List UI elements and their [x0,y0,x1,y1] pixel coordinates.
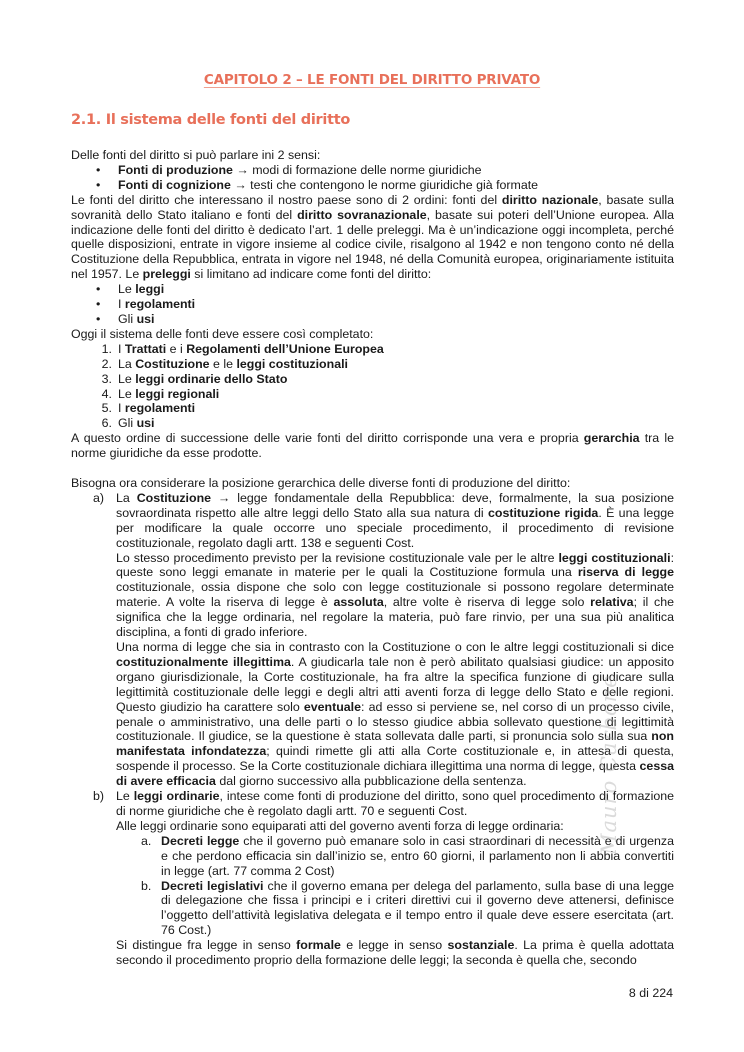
text: ; quindi rimette gli atti alla Corte costituzionale e, in attesa di questa, sospende il processo. Se la Corte costituzionale dichiara illegittima una norma di legge, questa [116,744,674,774]
numbered-item [71,387,674,402]
text: → modi di formazione delle norme giuridiche [232,162,482,177]
text: → testi che contengono le norme giuridiche già formate [230,177,539,192]
numbered-item [71,401,674,416]
numbered-item [71,372,674,387]
list-number: 1. [101,341,112,356]
text: Alle leggi ordinarie sono equiparati atti del governo aventi forza di legge ordinaria: [116,818,564,833]
bullet-icon: • [96,162,101,177]
text: si limitano ad indicare come fonti del diritto: [190,267,432,282]
text: tra le norme giuridiche da esse prodotte. [71,431,674,461]
sub-letter: b. [141,878,152,893]
list-letter: a) [93,490,105,505]
bold-term: eventuale [303,699,362,714]
bold-term: usi [136,311,155,326]
text: → legge fondamentale della Repubblica: deve, formalmente, la sua posizione sovraordinata rispetto alle altre leggi dello Stato alla sua natura di [116,490,674,520]
text: , altre volte è riserva di legge solo [383,595,591,610]
bold-term: gerarchia [583,431,640,446]
bold-term: regolamenti [124,401,196,416]
list-number: 6. [101,416,112,431]
indented-paragraph [71,819,674,834]
bold-term: leggi costituzionali [558,550,671,565]
text: Gli [118,311,137,326]
text: Le [118,371,136,386]
text: e legge in senso [340,938,448,953]
list-letter: b) [93,789,105,804]
bold-term: sostanziale [447,938,515,953]
list-item [71,163,674,178]
text: La [116,490,137,505]
text: A questo ordine di successione delle varie fonti del diritto corrisponde una vera e propria [71,431,584,446]
lettered-item [71,491,674,551]
numbered-item [71,416,674,431]
text: . A giudicarla tale non è però abilitato qualsiasi giudice: un apposito organo giurisdizionale, la Corte costituzionale, ha fra altre la specifica funzione di giudicare sulla legittimità costituzionale delle leggi e degli altri atti aventi forza di legge dello Stato e delle regioni. Questo giudizio ha carattere solo [116,654,674,714]
bold-term: leggi regionali [135,386,220,401]
numbered-item [71,342,674,357]
bold-term: assoluta [333,595,384,610]
text: ; il che significa che la legge ordinaria, nel regolare la materia, può fare rinvio, per una sua più analitica disciplina, a fonti di grado inferiore. [116,595,674,640]
lettered-item [71,789,674,819]
bold-term: costituzionalmente illegittima [116,654,291,669]
bold-term: Fonti di cognizione [118,177,231,192]
bullet-icon: • [96,177,101,192]
text: , basate sulla sovranità dello Stato italiano e fonti del [71,192,674,222]
bullet-icon: • [96,311,101,326]
body-text [71,148,674,968]
bold-term: Costituzione [136,490,212,505]
list-number: 2. [101,356,112,371]
bold-term: Regolamenti dell’Unione Europea [186,341,384,356]
list-item [71,178,674,193]
bold-term: Decreti legislativi [161,878,264,893]
bullet-icon: • [96,297,101,312]
text: e i [166,341,187,356]
text: , intese come fonti di produzione del diritto, sono quel procedimento di formazione di norme giuridiche che è regolato dagli artt. 70 e seguenti Cost. [116,789,675,818]
text: Delle fonti del diritto si può parlare ini 2 sensi: [71,148,321,162]
indented-paragraph [71,938,674,968]
text: Le [116,789,134,804]
bold-term: leggi costituzionali [236,356,348,371]
text: : queste sono leggi emanate in materie per le quali la Costituzione formula una [116,550,675,580]
section-title: 2.1. Il sistema delle fonti del diritto [71,112,351,128]
bold-term: formale [296,938,341,953]
paragraph [71,193,674,282]
text: I [118,297,125,312]
text: Le [118,282,136,297]
sub-letter: a. [141,833,152,848]
bold-term: costituzione rigida [487,505,599,520]
indented-paragraph [71,640,674,789]
text: costituzionale, ossia dispone che solo con legge costituzionale si possono regolare determinate materie. A volte la riserva di legge è [116,580,674,610]
bold-term: Decreti legge [161,833,240,848]
bullet-icon: • [96,282,101,297]
text: Lo stesso procedimento previsto per la revisione costituzionale vale per le altre [116,550,559,565]
sub-item [71,834,674,879]
text: che il governo può emanare solo in casi straordinari di necessità e di urgenza e che perdono efficacia sin dall’inizio se, entro 60 giorni, il parlamento non li abbia convertiti in legge (art. 77 comma 2 Cost) [161,833,674,878]
text: . È una legge per modificare la quale occorre uno speciale procedimento, il procedimento di revisione costituzionale, regolato dagli artt. 138 e seguenti Cost. [116,505,674,550]
paragraph [71,476,674,491]
text: Le fonti del diritto che interessano il nostro paese sono di 2 ordini: fonti del [71,192,502,207]
bold-term: usi [136,416,155,431]
bold-term: regolamenti [124,297,196,312]
paragraph [71,431,674,461]
list-number: 4. [101,386,112,401]
list-item [71,282,674,297]
text: La [118,356,136,371]
text: Bisogna ora considerare la posizione gerarchica delle diverse fonti di produzione del diritto: [71,476,571,491]
text: e le [209,356,237,371]
text: I [118,341,125,356]
bold-term: riserva di legge [577,565,674,580]
bold-term: leggi ordinarie dello Stato [135,371,288,386]
spacer [71,461,674,476]
text: I [118,401,125,416]
bold-term: leggi [135,282,165,297]
text: Si distingue fra legge in senso [116,938,297,953]
text: Una norma di legge che sia in contrasto con la Costituzione o con le altre leggi costituzionali si dice [116,640,674,654]
bold-term: Costituzione [135,356,210,371]
bold-term: leggi ordinarie [133,789,220,804]
list-number: 3. [101,371,112,386]
text: . La prima è quella adottata secondo il procedimento proprio della formazione delle leggi; la seconda è quella che, secondo [116,938,674,968]
bold-term: Fonti di produzione [118,162,233,177]
text: che il governo emana per delega del parlamento, sulla base di una legge di delegazione che fissa i principi e i criteri direttivi cui il governo deve attenersi, definisce l’oggetto dell’attività legislativa delegata e il tempo entro il quale deve essere esercitata (art. 76 Cost.) [161,878,674,938]
watermark: Mauro Carbone [597,674,621,855]
text: Oggi il sistema delle fonti deve essere così completato: [71,326,374,341]
bold-term: cessa di avere efficacia [116,759,674,789]
bold-term: non manifestata infondatezza [116,729,674,759]
indented-paragraph [71,551,674,640]
list-item [71,297,674,312]
bold-term: Trattati [124,341,167,356]
list-item [71,312,674,327]
paragraph [71,327,674,342]
chapter-title: CAPITOLO 2 – LE FONTI DEL DIRITTO PRIVATO [203,72,541,88]
bold-term: relativa [590,595,634,610]
bold-term: diritto sovranazionale [297,207,427,222]
text: : ad esso si perviene se, nel corso di un processo civile, penale o amministrativo, una delle parti o lo stesso giudice abbia sollevato questione di legittimità costituzionale. Il giudice, se la questione è stata sollevata dalle parti, si pronuncia solo sulla sua [116,699,674,744]
bold-term: diritto nazionale [501,192,599,207]
page-number: 8 di 224 [628,986,673,1000]
text: Gli [118,416,137,431]
bold-term: preleggi [142,267,191,282]
numbered-item [71,357,674,372]
intro-line [71,148,674,163]
text: dal giorno successivo alla pubblicazione della sentenza. [215,774,527,789]
list-number: 5. [101,401,112,416]
sub-item [71,879,674,939]
text: Le [118,386,136,401]
text: , basate sui poteri dell’Unione europea. Alla indicazione delle fonti del diritto è dedicato l’art. 1 delle preleggi. Ma è un’indicazione oggi incompleta, perché quelle disposizioni, entrate in vigore insieme al codice civile, risalgono al 1942 e non tengono conto né della Costituzione della Repubblica, entrata in vigore nel 1948, né della Comunità europea, originariamente istituita nel 1957. Le [71,207,674,282]
